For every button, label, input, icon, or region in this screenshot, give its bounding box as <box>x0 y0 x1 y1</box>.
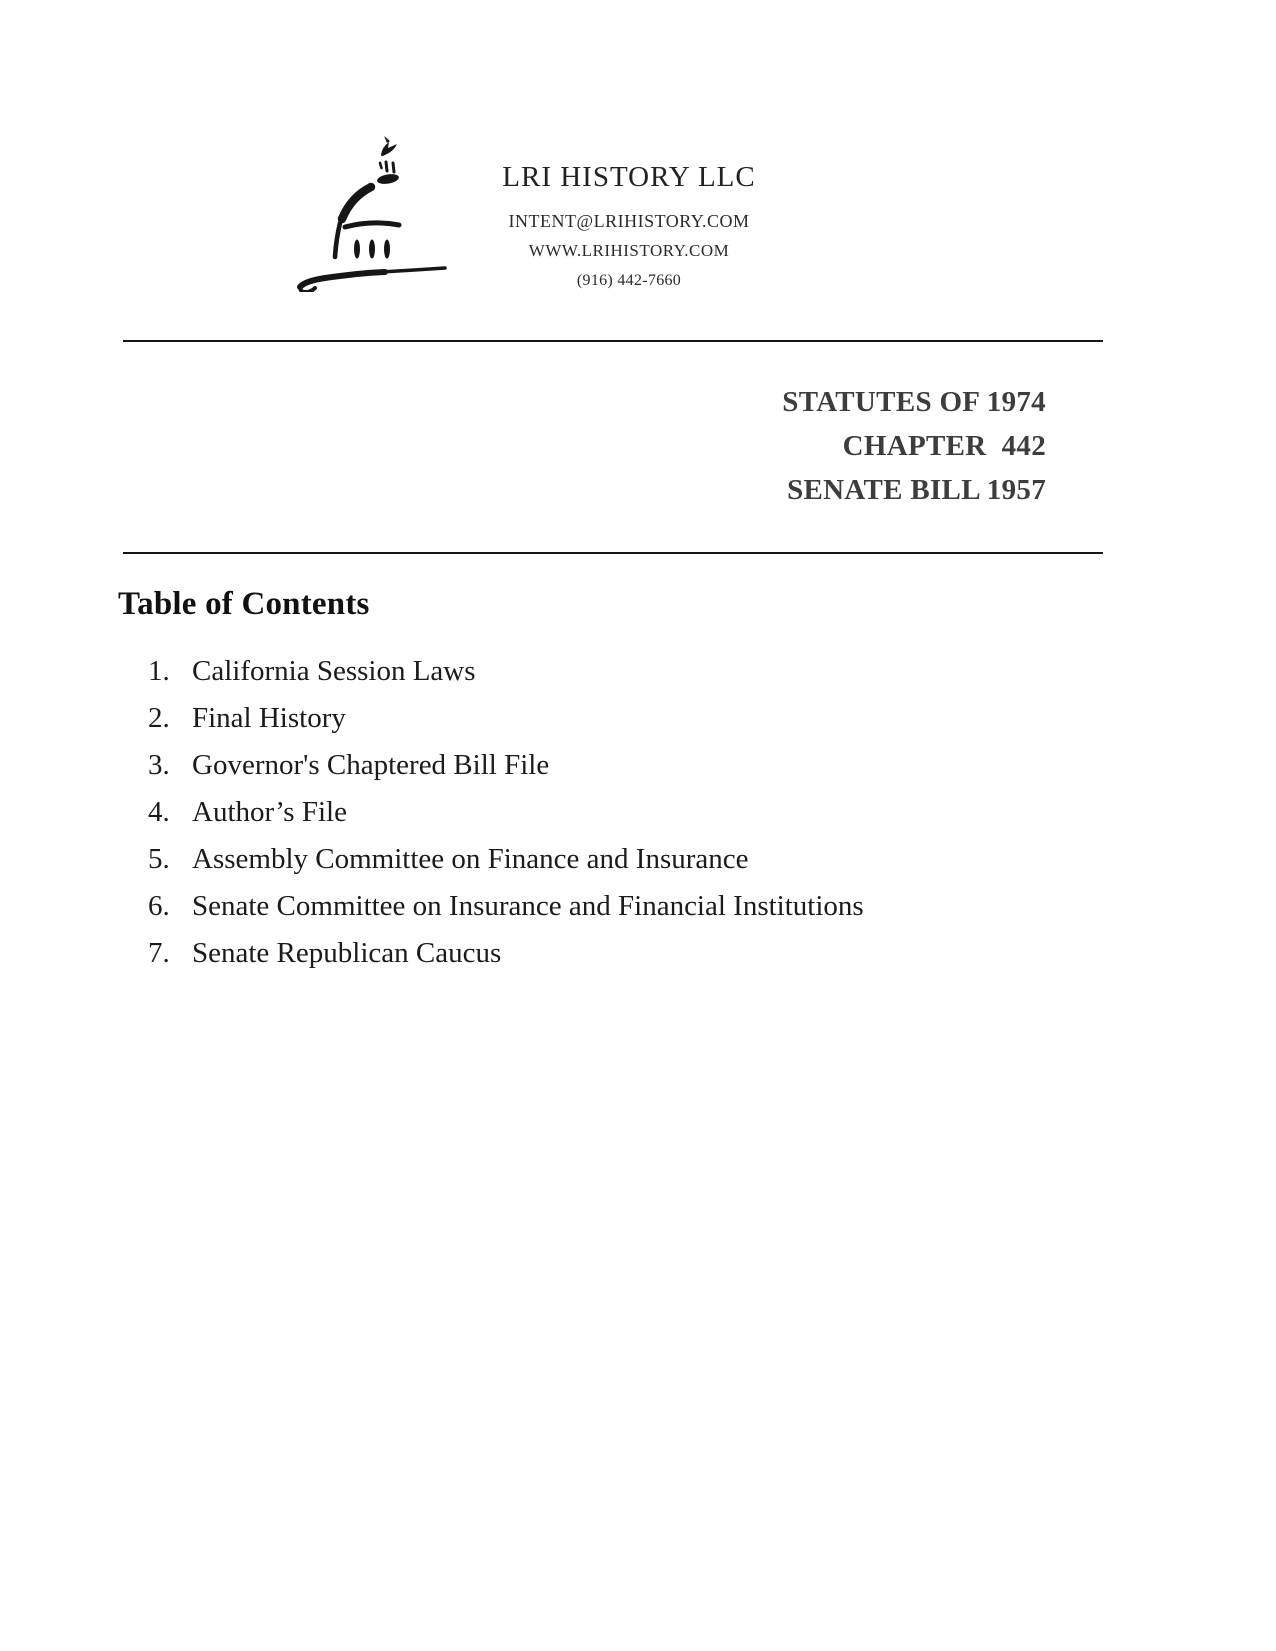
company-name: LRI HISTORY LLC <box>502 161 756 193</box>
chapter-line: CHAPTER 442 <box>842 430 1046 462</box>
toc-item-number: 1. <box>148 655 170 687</box>
toc-item <box>148 648 864 695</box>
toc-item-label: Assembly Committee on Finance and Insurance <box>192 843 749 875</box>
toc-item <box>148 883 864 930</box>
toc-item <box>148 742 864 789</box>
toc-item-number: 2. <box>148 702 170 734</box>
logo-dome-rib <box>342 187 371 219</box>
toc-item-label: California Session Laws <box>192 655 476 687</box>
statutes-year-line: STATUTES OF 1974 <box>782 386 1046 418</box>
toc-item <box>148 930 864 977</box>
logo-flag-spike <box>384 136 390 143</box>
toc-item <box>148 695 864 742</box>
logo-base-swoosh-left <box>300 272 385 287</box>
toc-item <box>148 789 864 836</box>
logo-springline <box>345 223 399 227</box>
logo-column-2 <box>369 240 375 259</box>
divider-top <box>123 340 1103 342</box>
logo-left-wall <box>335 223 340 257</box>
contact-website: WWW.LRIHISTORY.COM <box>528 241 730 260</box>
toc-item-label: Senate Committee on Insurance and Financial Institutions <box>192 890 864 922</box>
toc-item-label: Final History <box>192 702 346 734</box>
toc-item <box>148 836 864 883</box>
toc-item-number: 6. <box>148 890 170 922</box>
toc-item-label: Author’s File <box>192 796 347 828</box>
toc-item-number: 4. <box>148 796 170 828</box>
senate-bill-line: SENATE BILL 1957 <box>787 474 1046 506</box>
toc-item-number: 5. <box>148 843 170 875</box>
contact-phone: (916) 442-7660 <box>576 272 682 289</box>
toc-title: Table of Contents <box>118 586 370 622</box>
letterhead <box>429 160 829 290</box>
logo-flag <box>381 142 397 156</box>
logo-tick-3 <box>393 163 394 172</box>
toc-item-label: Senate Republican Caucus <box>192 937 502 969</box>
divider-bottom <box>123 552 1103 554</box>
logo-column-1 <box>354 240 360 259</box>
logo-tick-2 <box>386 162 387 171</box>
bill-heading <box>782 380 1046 512</box>
toc-item-number: 3. <box>148 749 170 781</box>
logo-tick-1 <box>380 163 382 168</box>
contact-email: INTENT@LRIHISTORY.COM <box>508 211 750 231</box>
toc-list <box>148 648 864 977</box>
toc-item-label: Governor's Chaptered Bill File <box>192 749 550 781</box>
logo-column-3 <box>384 240 390 259</box>
logo-lantern <box>376 173 399 186</box>
toc-item-number: 7. <box>148 937 170 969</box>
